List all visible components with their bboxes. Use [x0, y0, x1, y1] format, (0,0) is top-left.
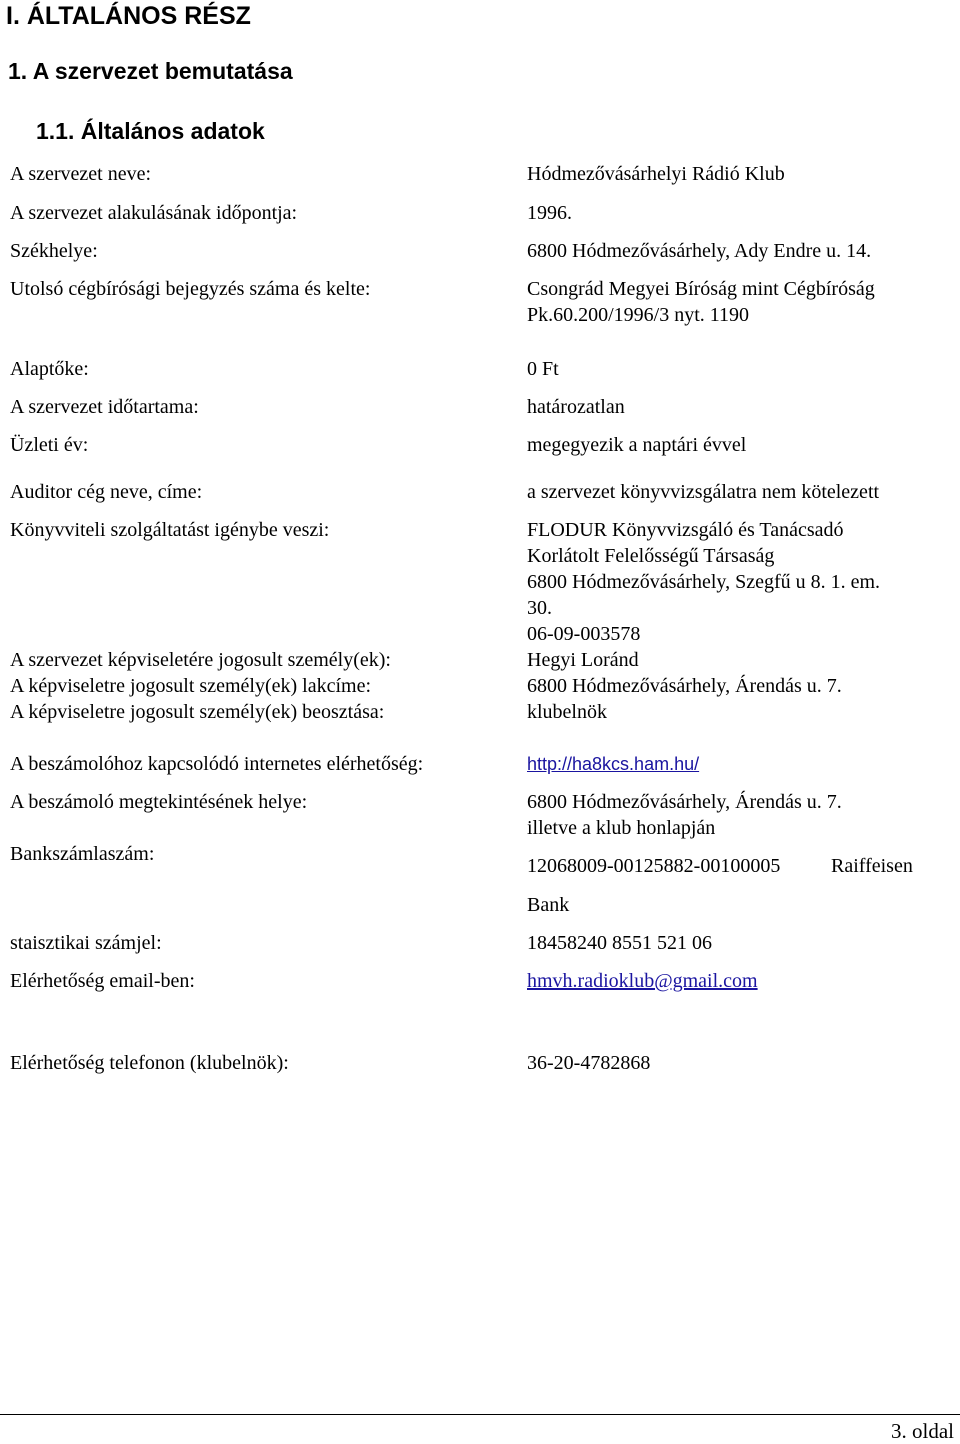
representative-address-label: A képviseletre jogosult személy(ek) lakcíme: [10, 675, 371, 697]
section-title: I. ÁLTALÁNOS RÉSZ [6, 2, 251, 30]
statistical-code-label: staisztikai számjel: [10, 932, 162, 954]
internet-access-label: A beszámolóhoz kapcsolódó internetes elérhetőség: [10, 753, 424, 775]
bank-account-label: Bankszámlaszám: [10, 843, 155, 865]
share-capital-label: Alaptőke: [10, 358, 89, 380]
report-location-label: A beszámoló megtekintésének helye: [10, 791, 308, 813]
subsection-title: 1. A szervezet bemutatása [8, 58, 293, 84]
founding-date-value: 1996. [527, 202, 572, 224]
report-location-value-line1: 6800 Hódmezővásárhely, Árendás u. 7. [527, 791, 842, 813]
representative-address-value: 6800 Hódmezővásárhely, Árendás u. 7. [527, 675, 842, 697]
org-name-label: A szervezet neve: [10, 163, 152, 185]
court-registration-value-line1: Csongrád Megyei Bíróság mint Cégbíróság [527, 278, 875, 300]
bookkeeping-line: 30. [527, 597, 552, 619]
page-number: 3. oldal [891, 1419, 954, 1443]
footer-divider [0, 1414, 960, 1415]
bank-name-part1: Raiffeisen [831, 855, 913, 877]
email-label: Elérhetőség email-ben: [10, 970, 195, 992]
representative-label: A szervezet képviseletére jogosult személy(ek): [10, 649, 391, 671]
business-year-value: megegyezik a naptári évvel [527, 434, 747, 456]
bookkeeping-line: 6800 Hódmezővásárhely, Szegfű u 8. 1. em. [527, 571, 881, 593]
founding-date-label: A szervezet alakulásának időpontja: [10, 202, 298, 224]
phone-value: 36-20-4782868 [527, 1052, 651, 1074]
court-registration-label: Utolsó cégbírósági bejegyzés száma és kelte: [10, 278, 371, 300]
bookkeeping-line: FLODUR Könyvvizsgáló és Tanácsadó [527, 519, 844, 541]
phone-label: Elérhetőség telefonon (klubelnök): [10, 1052, 289, 1074]
bookkeeping-line: 06-09-003578 [527, 623, 641, 645]
share-capital-value: 0 Ft [527, 358, 559, 380]
website-link[interactable]: http://ha8kcs.ham.hu/ [527, 754, 700, 774]
court-registration-value-line2: Pk.60.200/1996/3 nyt. 1190 [527, 304, 750, 326]
representative-position-value: klubelnök [527, 701, 607, 723]
bank-account-number: 12068009-00125882-00100005 [527, 855, 781, 877]
headquarters-label: Székhelye: [10, 240, 98, 262]
business-year-label: Üzleti év: [10, 434, 89, 456]
email-link[interactable]: hmvh.radioklub@gmail.com [527, 970, 758, 992]
bookkeeping-line: Korlátolt Felelősségű Társaság [527, 545, 775, 567]
statistical-code-value: 18458240 8551 521 06 [527, 932, 712, 954]
bank-name-part2: Bank [527, 894, 570, 916]
duration-value: határozatlan [527, 396, 625, 418]
subsubsection-title: 1.1. Általános adatok [36, 118, 265, 144]
auditor-label: Auditor cég neve, címe: [10, 481, 203, 503]
bookkeeping-label: Könyvviteli szolgáltatást igénybe veszi: [10, 519, 330, 541]
org-name-value: Hódmezővásárhelyi Rádió Klub [527, 163, 785, 185]
duration-label: A szervezet időtartama: [10, 396, 199, 418]
representative-value: Hegyi Loránd [527, 649, 639, 671]
auditor-value: a szervezet könyvvizsgálatra nem kötelezett [527, 481, 880, 503]
representative-position-label: A képviseletre jogosult személy(ek) beosztása: [10, 701, 385, 723]
headquarters-value: 6800 Hódmezővásárhely, Ady Endre u. 14. [527, 240, 872, 262]
report-location-value-line2: illetve a klub honlapján [527, 817, 716, 839]
